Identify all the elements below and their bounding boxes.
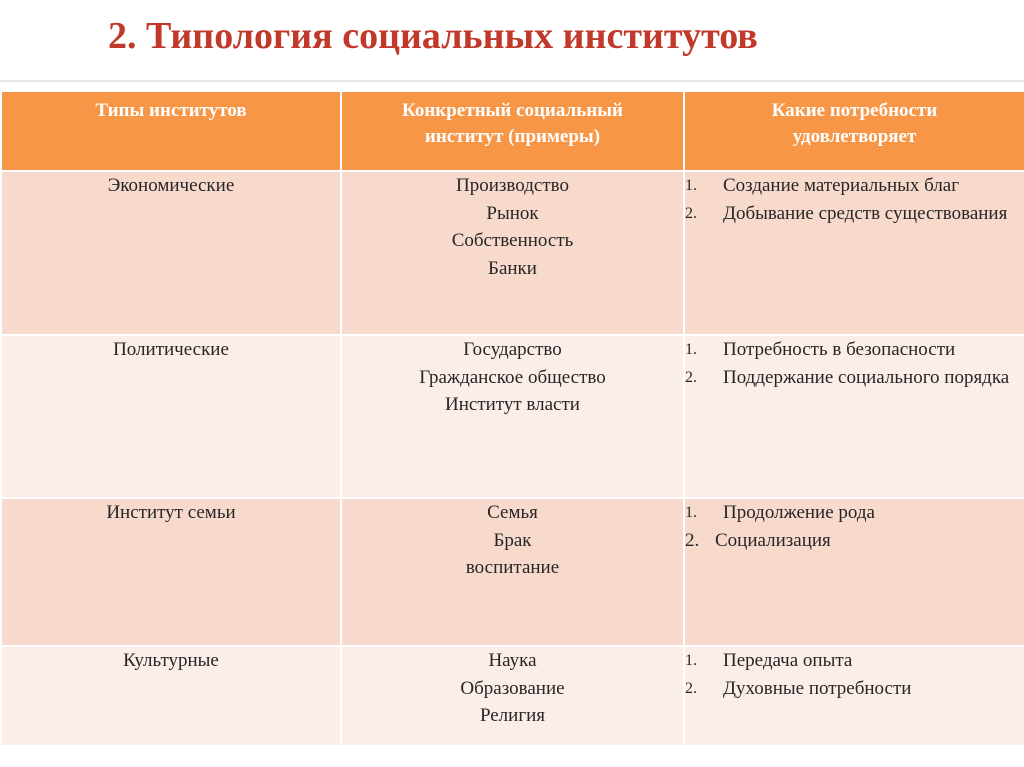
need-number: 2. <box>685 529 700 551</box>
institution-type: Институт семьи <box>106 502 236 523</box>
institution-type-cell <box>1 646 341 746</box>
institution-type-cell <box>1 171 341 335</box>
example-item: Наука <box>488 650 537 671</box>
institution-type-cell <box>1 335 341 498</box>
example-item: Религия <box>479 705 546 726</box>
need-text: Социализация <box>715 529 831 551</box>
example-item: Образование <box>460 677 565 699</box>
need-list-item <box>685 336 1024 364</box>
need-list-item <box>685 499 1024 527</box>
need-list-item <box>685 364 1024 392</box>
institution-type: Политические <box>113 339 229 360</box>
need-list-item <box>685 172 1024 200</box>
need-number: 1. <box>685 652 697 669</box>
need-list-item <box>685 675 1024 703</box>
table-header-row <box>1 91 1024 171</box>
header-examples: Конкретный социальный институт (примеры) <box>341 91 684 171</box>
example-item: Институт власти <box>445 394 580 415</box>
example-item: Рынок <box>486 202 539 224</box>
need-list-item <box>685 527 1024 555</box>
need-number: 1. <box>685 177 697 194</box>
need-text: Духовные потребности <box>723 677 912 699</box>
example-item: Брак <box>493 529 532 551</box>
institutions-table <box>0 90 1024 747</box>
need-text: Создание материальных благ <box>723 175 960 196</box>
need-number: 1. <box>685 504 697 521</box>
need-text: Добывание средств существования <box>723 202 1008 224</box>
table-row <box>1 646 1024 746</box>
example-item: Производство <box>456 175 569 196</box>
need-number: 2. <box>685 368 697 386</box>
needs-cell <box>684 335 1024 498</box>
example-item: Семья <box>487 502 538 523</box>
table-row <box>1 335 1024 498</box>
header-types: Типы институтов <box>1 91 341 171</box>
header-needs: Какие потребности удовлетворяет <box>684 91 1024 171</box>
need-list-item <box>685 200 1024 228</box>
need-number: 2. <box>685 679 697 697</box>
table-row <box>1 498 1024 646</box>
need-number: 1. <box>685 341 697 358</box>
institution-type-cell <box>1 498 341 646</box>
example-item: Банки <box>488 257 537 279</box>
title-divider <box>0 80 1024 82</box>
examples-cell <box>341 646 684 746</box>
examples-cell <box>341 171 684 335</box>
need-number: 2. <box>685 204 697 222</box>
example-item: Собственность <box>451 230 574 251</box>
institution-type: Культурные <box>123 650 219 671</box>
example-item: Гражданское общество <box>419 366 606 388</box>
needs-cell <box>684 646 1024 746</box>
need-text: Передача опыта <box>723 650 853 671</box>
examples-cell <box>341 498 684 646</box>
need-list-item <box>685 647 1024 675</box>
needs-cell <box>684 171 1024 335</box>
need-text: Потребность в безопасности <box>723 339 956 360</box>
example-item: воспитание <box>465 557 560 578</box>
institution-type: Экономические <box>107 175 235 196</box>
table-row <box>1 171 1024 335</box>
need-text: Поддержание социального порядка <box>723 366 1010 388</box>
slide-title: 2. Типология социальных институтов <box>108 15 758 57</box>
example-item: Государство <box>463 339 562 360</box>
need-text: Продолжение рода <box>723 502 875 523</box>
examples-cell <box>341 335 684 498</box>
needs-cell <box>684 498 1024 646</box>
